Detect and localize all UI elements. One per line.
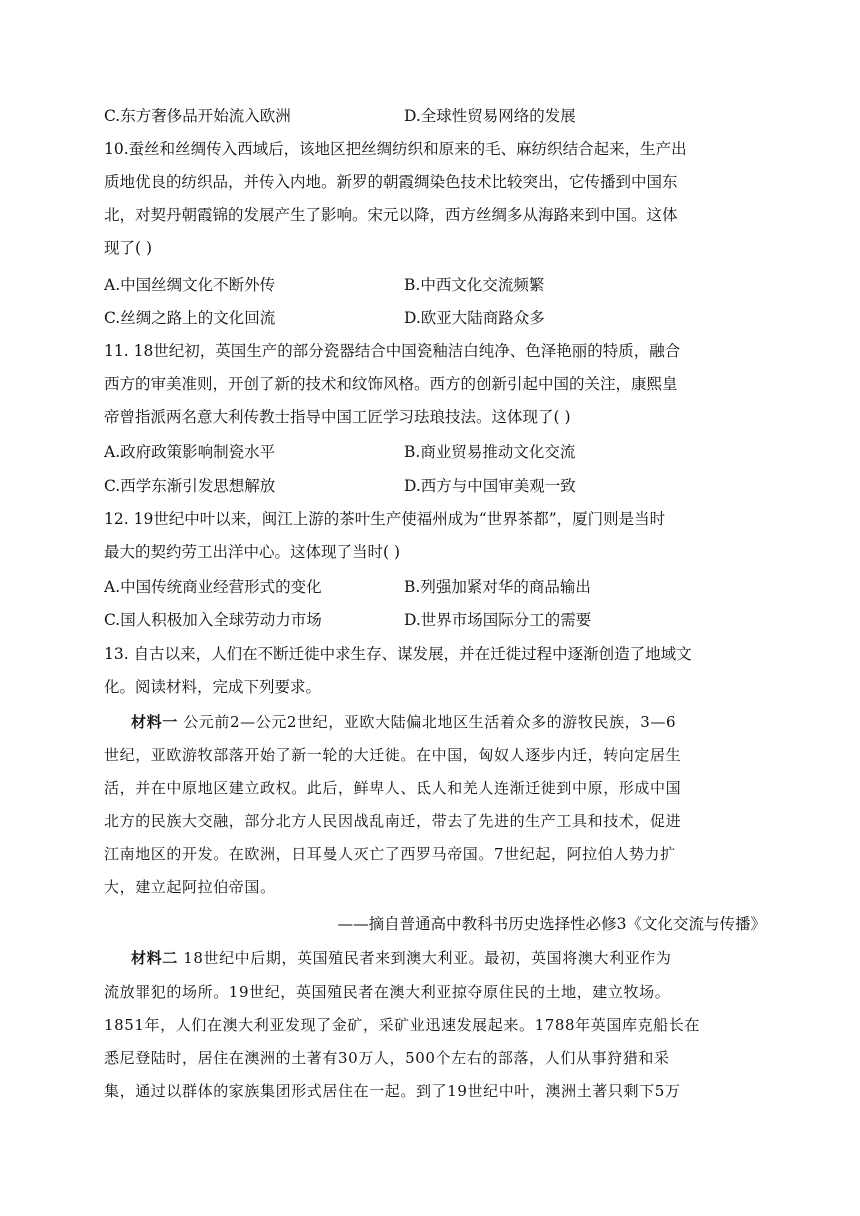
material2-line-2: 流放罪犯的场所。19世纪，英国殖民者在澳大利亚掠夺原住民的土地，建立牧场。 <box>104 983 671 1001</box>
q13-stem-line-2: 化。阅读材料，完成下列要求。 <box>104 678 322 696</box>
q10-stem-line-3: 北，对契丹朝霞锦的发展产生了影响。宋元以降，西方丝绸多从海路来到中国。这体 <box>104 206 678 224</box>
material1-source: ——摘自普通高中教科书历史选择性必修3《文化交流与传播》 <box>337 915 766 933</box>
material1-line-4: 北方的民族大交融，部分北方人民因战乱南迁，带去了先进的生产工具和技术，促进 <box>104 812 682 830</box>
material2-first-text: 18世纪中后期，英国殖民者来到澳大利亚。最初，英国将澳大利亚作为 <box>183 949 672 967</box>
material2-line-5: 集，通过以群体的家族集团形式居住在一起。到了19世纪中叶，澳洲土著只剩下5万 <box>104 1082 681 1100</box>
q9-option-c[interactable]: C.东方奢侈品开始流入欧洲 <box>104 107 291 125</box>
material1-label: 材料一 <box>131 713 178 731</box>
q10-stem-line-4: 现了( ) <box>104 239 153 257</box>
material1-line-3: 活，并在中原地区建立政权。此后，鲜卑人、氐人和羌人连渐迁徙到中原，形成中国 <box>104 779 682 797</box>
material2-line-3: 1851年，人们在澳大利亚发现了金矿，采矿业迅速发展起来。1788年英国库克船长在 <box>104 1016 700 1034</box>
q11-option-b[interactable]: B.商业贸易推动文化交流 <box>404 443 576 461</box>
q12-option-c[interactable]: C.国人积极加入全球劳动力市场 <box>104 611 322 629</box>
material1-line-5: 江南地区的开发。在欧洲，日耳曼人灭亡了西罗马帝国。7世纪起，阿拉伯人势力扩 <box>104 845 676 863</box>
q11-stem-line-2: 西方的审美准则，开创了新的技术和纹饰风格。西方的创新引起中国的关注，康熙皇 <box>104 375 678 393</box>
q10-stem-line-2: 质地优良的纺织品，并传入内地。新罗的朝霞绸染色技术比较突出，它传播到中国东 <box>104 173 678 191</box>
q11-stem-line-1: 11. 18世纪初，英国生产的部分瓷器结合中国瓷釉洁白纯净、色泽艳丽的特质，融合 <box>104 342 681 360</box>
q10-option-c[interactable]: C.丝绸之路上的文化回流 <box>104 309 276 327</box>
material1-first-text: 公元前2—公元2世纪，亚欧大陆偏北地区生活着众多的游牧民族，3—6 <box>183 713 677 731</box>
q12-option-d[interactable]: D.世界市场国际分工的需要 <box>404 611 592 629</box>
q12-stem-line-2: 最大的契约劳工出洋中心。这体现了当时( ) <box>104 543 401 561</box>
q11-stem-line-3: 帝曾指派两名意大利传教士指导中国工匠学习珐琅技法。这体现了( ) <box>104 408 571 426</box>
q12-stem-line-1: 12. 19世纪中叶以来，闽江上游的茶叶生产使福州成为“世界茶都”，厦门则是当时 <box>104 510 666 528</box>
q10-option-a[interactable]: A.中国丝绸文化不断外传 <box>104 276 276 294</box>
q9-option-d[interactable]: D.全球性贸易网络的发展 <box>404 107 576 125</box>
q12-option-b[interactable]: B.列强加紧对华的商品输出 <box>404 578 591 596</box>
material2-first-line <box>131 946 766 970</box>
material2-label: 材料二 <box>131 949 178 967</box>
q13-stem-line-1: 13. 自古以来，人们在不断迁徙中求生存、谋发展，并在迁徙过程中逐渐创造了地域文 <box>104 645 692 663</box>
material1-line-6: 大，建立起阿拉伯帝国。 <box>104 878 276 896</box>
q10-option-b[interactable]: B.中西文化交流频繁 <box>404 276 545 294</box>
q12-option-a[interactable]: A.中国传统商业经营形式的变化 <box>104 578 322 596</box>
q10-option-d[interactable]: D.欧亚大陆商路众多 <box>404 309 545 327</box>
q11-option-c[interactable]: C.西学东渐引发思想解放 <box>104 477 276 495</box>
material1-line-2: 世纪，亚欧游牧部落开始了新一轮的大迁徙。在中国，匈奴人逐步内迁，转向定居生 <box>104 746 682 764</box>
q11-option-a[interactable]: A.政府政策影响制瓷水平 <box>104 443 276 461</box>
material2-line-4: 悉尼登陆时，居住在澳洲的土著有30万人，500个左右的部落，人们从事狩猎和采 <box>104 1049 670 1067</box>
q11-option-d[interactable]: D.西方与中国审美观一致 <box>404 477 576 495</box>
material1-first-line <box>131 710 766 734</box>
q10-stem-line-1: 10.蚕丝和丝绸传入西域后，该地区把丝绸纺织和原来的毛、麻纺织结合起来，生产出 <box>104 140 687 158</box>
